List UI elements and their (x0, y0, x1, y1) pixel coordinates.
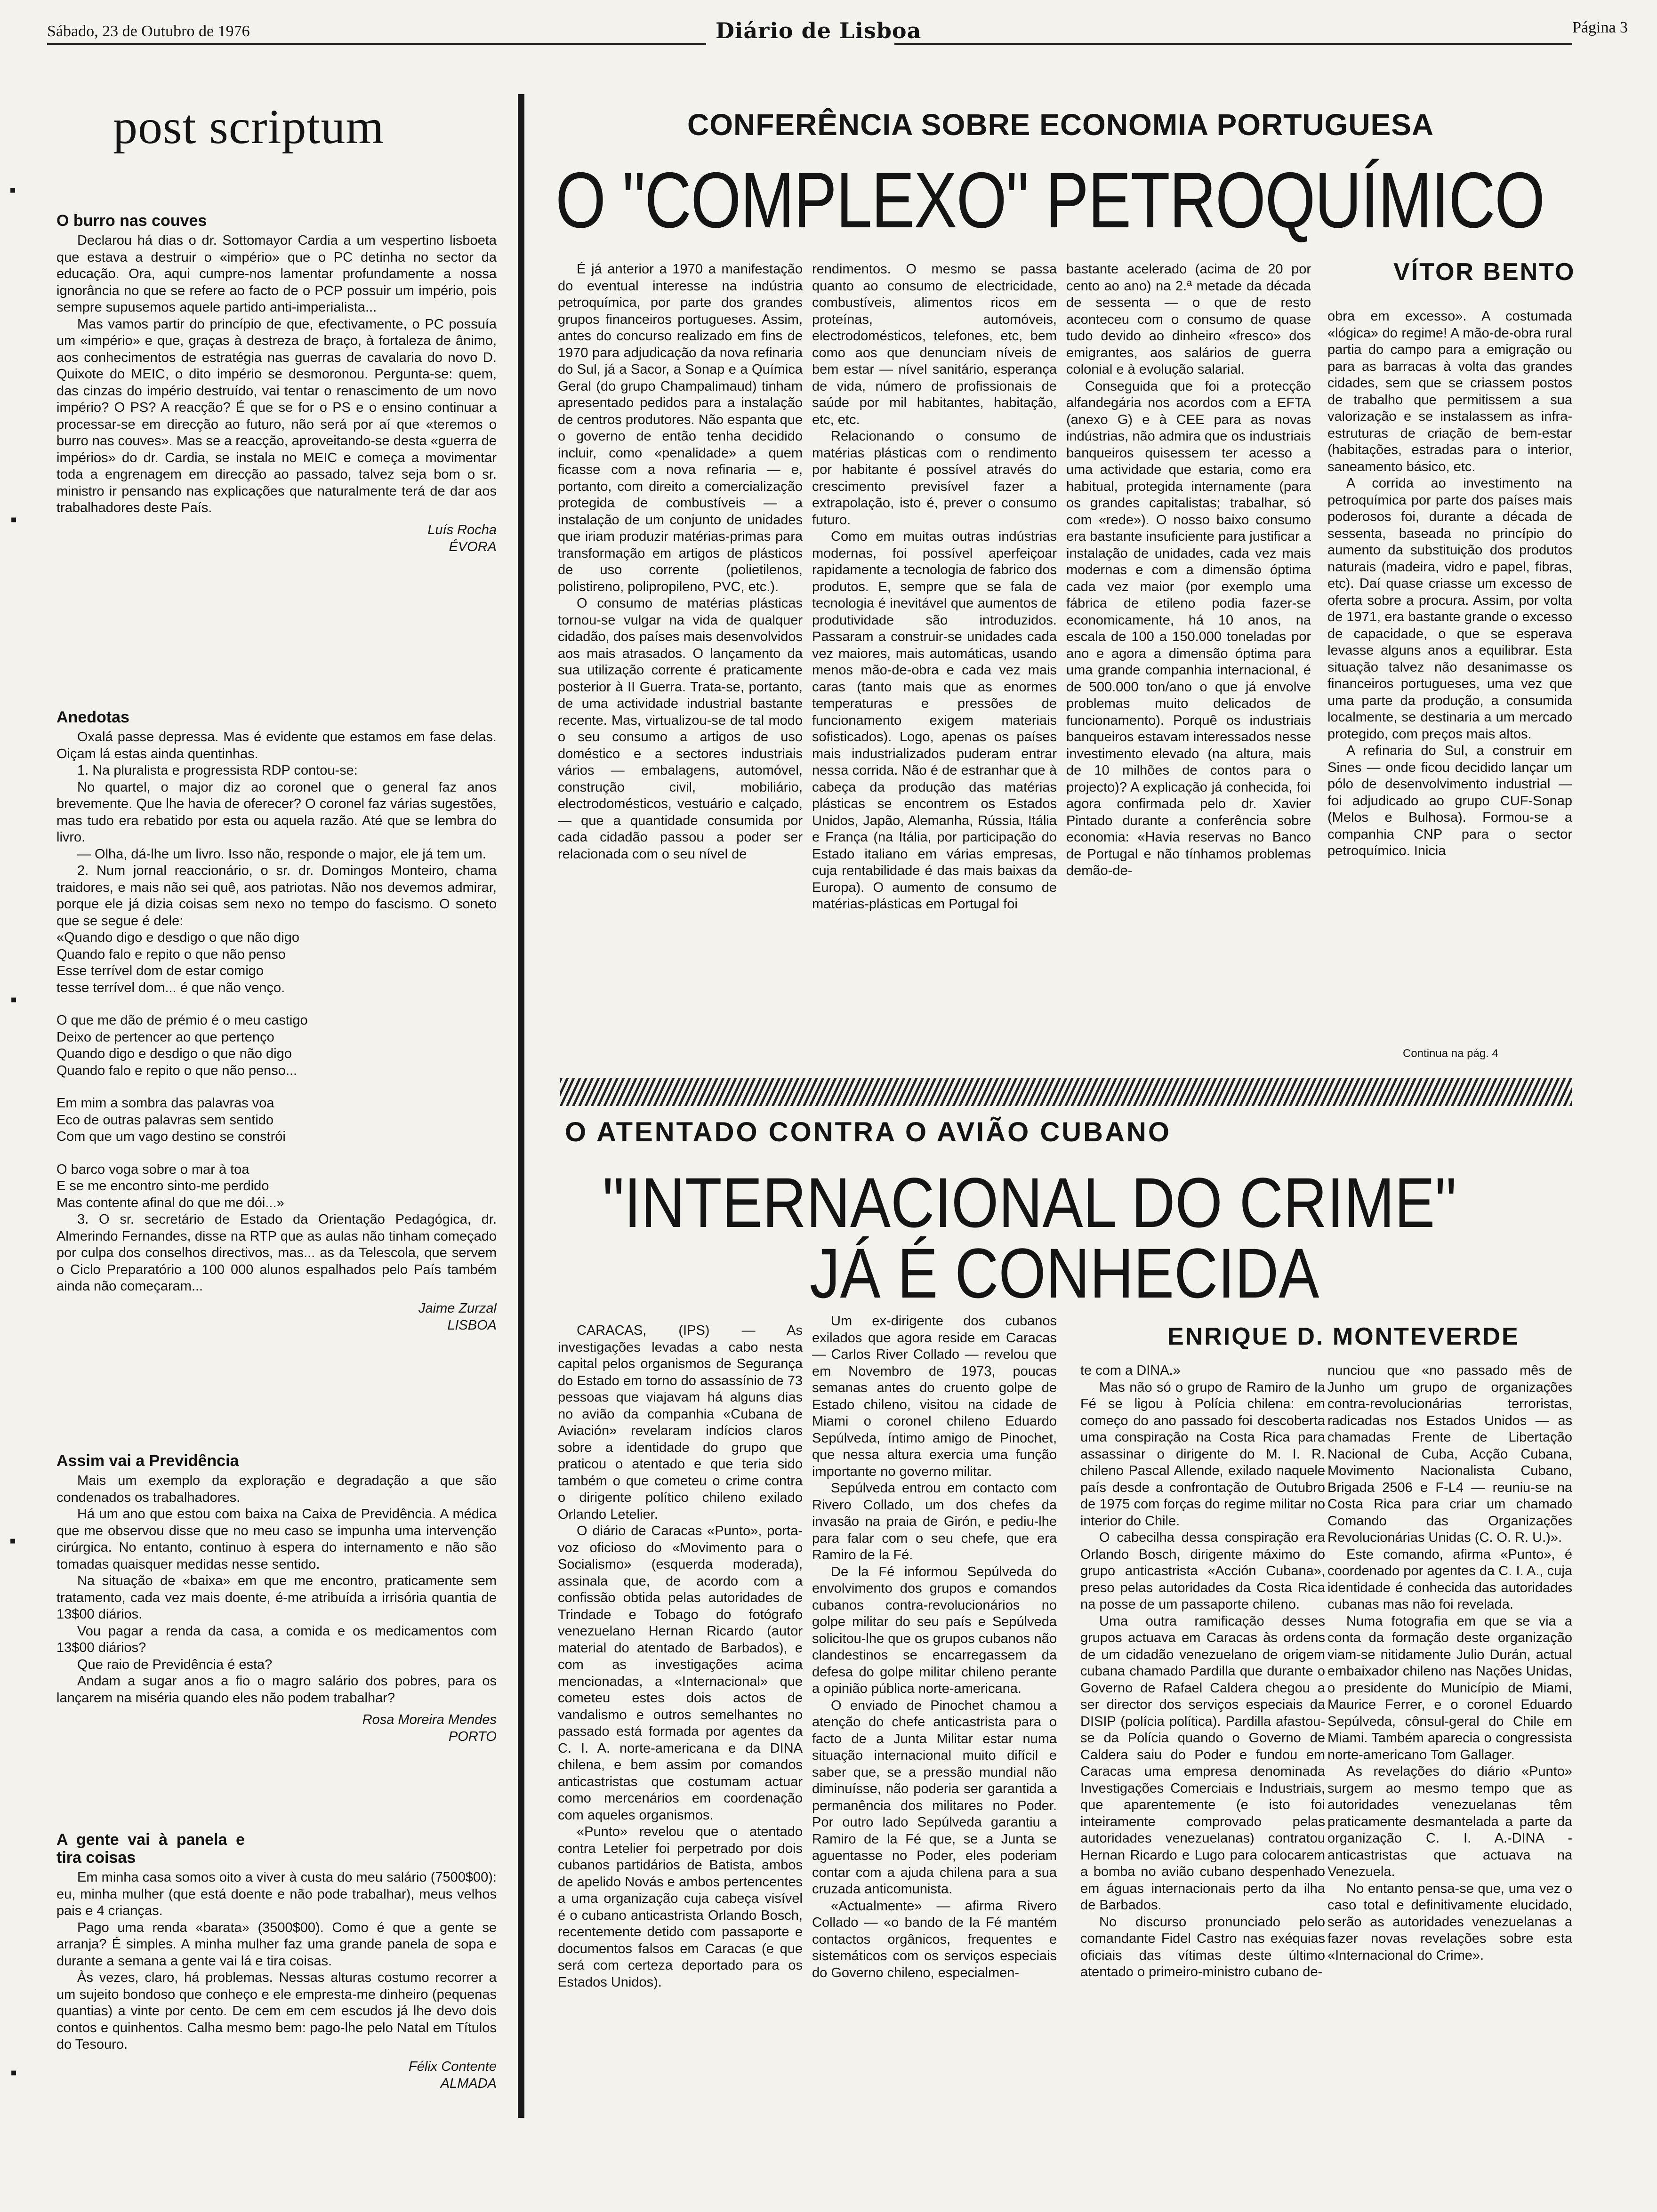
paragraph: Mas vamos partir do princípio de que, efectivamente, o PC possuía um «império» e que, graças à destreza de braço, à fortaleza de ânimo, aos conhecimentos de estratégia nas guerras de cavalaria do novo D. Quixote do MEIC, o dito império se desmoronou. Pergunta-se: quem, das cinzas do império destruído, vai tentar o renascimento de um novo império? O PS? A reacção? É que se for o PS e o ensino continuar a processar-se em direcção ao futuro, não será por aí que «teremos o burro nas couves». Mas se a reacção, aproveitando-se desta «guerra de impérios» do dr. Cardia, se instala no MEIC e começa a movimentar toda a engrenagem em direcção ao passado, talvez seja bom o sr. ministro ir pensando nas explicações que naturalmente terá de dar aos trabalhadores deste País. (56, 316, 497, 515)
paragraph: Oxalá passe depressa. Mas é evidente que estamos em fase delas. Oiçam lá estas ainda quentinhas. (56, 729, 497, 761)
paragraph: Declarou há dias o dr. Sottomayor Cardia a um vespertino lisboeta que estava a destruir o «império» que o PC detinha no sector da educação. Ora, aqui cumpre-nos lamentar profundamente a nossa ignorância no que se refere ao facto de o PCP possuir um império, pois sempre supusemos aquele partido anti-imperialista... (56, 233, 497, 315)
article1-col-2 (812, 261, 1057, 913)
paragraph: Conseguida que foi a protecção alfandegária nos acordos com a EFTA (anexo G) e à CEE para as novas indústrias, não admira que os industriais banqueiros quisessem ter acesso a uma actividade que estaria, como era habitual, protegida internamente (para os grandes capitalistas; trabalhar, só com «rede»). O nosso baixo consumo era bastante insuficiente para justificar a instalação de unidades, cada vez mais modernas e com a dimensão óptima cada vez maior (por exemplo uma fábrica de etileno podia fazer-se economicamente, há 10 anos, na escala de 100 a 150.000 toneladas por ano e agora a dimensão óptima para uma grande companhia internacional, é de 500.000 ton/ano o que já envolve problemas muito delicados de funcionamento). Porquê os industriais banqueiros estavam interessados nesse investimento elevado (na altura, mais de 10 milhões de contos para o projecto)? A explicação já conhecida, foi agora confirmada pelo dr. Xavier Pintado durante a conferência sobre economia: «Havia reservas no Banco de Portugal e não tínhamos problemas demão-de- (1066, 378, 1311, 878)
margin-mark: ▪ (9, 1530, 16, 1551)
paragraph: Que raio de Previdência é esta? (77, 1657, 273, 1672)
paragraph: No discurso pronunciado pelo comandante Fidel Castro nas exéquias oficiais das vítimas deste último atentado o primeiro-ministro cubano de- (1080, 1914, 1325, 1980)
spacer (56, 1079, 497, 1095)
section-heading: Assim vai a Previdência (56, 1452, 239, 1470)
margin-mark: ▪ (10, 989, 17, 1010)
signature-place: PORTO (448, 1729, 497, 1744)
paragraph: Sepúlveda entrou em contacto com Rivero Collado, um dos chefes da invasão na praia de Girón, e pediu-lhe para falar com o seu chefe, que era Ramiro de la Fé. (812, 1481, 1057, 1563)
paragraph: Vou pagar a renda da casa, a comida e os medicamentos com 13$00 diários? (56, 1623, 497, 1655)
spacer (56, 1146, 497, 1162)
paragraph: 1. Na pluralista e progressista RDP contou-se: (77, 763, 358, 778)
verse-line: E se me encontro sinto-me perdido (56, 1178, 269, 1194)
verse-line: tesse terrível dom... é que não venço. (56, 980, 285, 995)
paragraph: «Actualmente» — afirma Rivero Collado — «o bando de la Fé mantém contactos orgânicos, frequentes e sistemáticos com os serviços especiais do Governo chileno, especialmen- (812, 1898, 1057, 1980)
paragraph: Relacionando o consumo de matérias plásticas com o rendimento por habitante é possível através do crescimento previsível fazer a extrapolação, isto é, prever o consumo futuro. (812, 429, 1057, 528)
verse-line: Quando falo e repito o que não penso (56, 946, 286, 962)
paragraph: Numa fotografia em que se via a conta da formação deste organização viam-se nitidamente Julio Durán, actual embaixador chileno nas Nações Unidas, o presidente do Município de Miami, Maurice Ferrer, e o coronel Eduardo Sepúlveda, cônsul-geral do Chile em Miami. Também aparecia o congressista norte-americano Tom Gallager. (1327, 1613, 1572, 1763)
article2-kicker: O ATENTADO CONTRA O AVIÃO CUBANO (565, 1117, 1171, 1147)
masthead-page: Página 3 (1572, 19, 1628, 36)
paragraph: O cabecilha dessa conspiração era Orlando Bosch, dirigente máximo do grupo anticastrista «Acción Cubana», preso pelas autoridades da Costa Rica na posse de um passaporte chileno. (1080, 1530, 1325, 1612)
paragraph: obra em excesso». A costumada «lógica» do regime! A mão-de-obra rural partia do campo para a emigração ou para as barracas à volta das grandes cidades, sem que se criassem postos de trabalho que permitissem a sua valorização e se instalassem as infra-estruturas de criação de bem-estar (habitações, estradas para o interior, saneamento básico, etc. (1327, 309, 1572, 474)
signature-name: Luís Rocha (427, 522, 497, 537)
verse-line: Eco de outras palavras sem sentido (56, 1112, 274, 1128)
verse-line: Em mim a sombra das palavras voa (56, 1096, 274, 1111)
paragraph: Andam a sugar anos a fio o magro salário dos pobres, para os lançarem na miséria quando eles não podem trabalhar? (56, 1674, 497, 1706)
masthead-date: Sábado, 23 de Outubro de 1976 (47, 23, 250, 40)
masthead-rule-left (47, 43, 706, 45)
paragraph: É já anterior a 1970 a manifestação do eventual interesse na indústria petroquímica, por parte dos grandes grupos financeiros portugueses. Assim, antes do concurso realizado em fins de 1970 para adjudicação da nova refinaria do Sul, já a Sacor, a Sonap e a Química Geral (do grupo Champalimaud) tinham apresentado pedidos para a instalação de centros produtores. Não espanta que o governo de então tenha decidido incluir, como «penalidade» a quem ficasse com a nova refinaria — e, portanto, com direito a comercialização protegida de combustíveis — a instalação de um conjunto de unidades que iriam produzir matérias-primas para transformação em artigos de plásticos de uso corrente (polietilenos, polistireno, polipropileno, PVC, etc.). (558, 262, 803, 594)
paragraph: Às vezes, claro, há problemas. Nessas alturas costumo recorrer a um sujeito bondoso que conheço e ele empresta-me dinheiro (pequenas quantias) a vinte por cento. De cem em cem escudos já lhe devo dois contos e quinhentos. Calha mesmo bem: pago-lhe pelo Natal em Títulos do Tesouro. (56, 1970, 497, 2052)
margin-mark: ▪ (10, 2062, 17, 2083)
article2-headline-line2: JÁ É CONHECIDA (810, 1234, 1319, 1313)
section-previdencia (56, 1452, 497, 1745)
signature-name: Jaime Zurzal (418, 1300, 497, 1316)
signature-name: Félix Contente (409, 2059, 497, 2074)
paragraph: De la Fé informou Sepúlveda do envolvimento dos grupos e comandos cubanos contra-revolucionários no golpe militar do seu país e Sepúlveda solicitou-lhe que os grupos cubanos não clandestinos se encarregassem da defesa do golpe militar chileno perante a opinião pública norte-americana. (812, 1564, 1057, 1696)
article1-col-3 (1066, 261, 1311, 880)
paragraph: No quartel, o major diz ao coronel que o general faz anos brevemente. Que lhe havia de oferecer? O coronel faz várias sugestões, mas tudo era rebatido por esta ou aquela razão. Até que se lembra do livro. (56, 779, 497, 845)
verse-line: O barco voga sobre o mar à toa (56, 1162, 249, 1177)
paragraph: O enviado de Pinochet chamou a atenção do chefe anticastrista para o facto de a Junta Militar estar numa situação internacional muito difícil e saber que, se a pressão mundial não diminuísse, não poderia ser garantida a permanência dos militares no Poder. Por outro lado Sepúlveda garantiu a Ramiro de la Fé que, se a Junta se aguentasse no Poder, eles poderiam contar com a ajuda chilena para a sua cruzada anticomunista. (812, 1698, 1057, 1897)
verse-line: Quando falo e repito o que não penso... (56, 1063, 298, 1078)
section-heading: Anedotas (56, 708, 129, 726)
signature (56, 1711, 497, 1745)
spacer (56, 996, 497, 1012)
paragraph: O consumo de matérias plásticas tornou-se vulgar na vida de qualquer cidadão, dos países mais desenvolvidos aos mais atrasados. O lançamento da sua utilização corrente é praticamente posterior à II Guerra. Trata-se, portanto, de uma actividade industrial bastante recente. Mas, virtualizou-se de tal modo o seu consumo a artigos de uso doméstico e a sectores industriais vários — embalagens, automóvel, construção civil, mobiliário, electrodomésticos, vestuário e calçado, — que a quantidade consumida por cada cidadão passou a poder ser relacionada com o seu nível de (558, 596, 803, 862)
paragraph: O diário de Caracas «Punto», porta-voz oficioso do «Movimento para o Socialismo» (esquerda moderada), assinala que, de acordo com a confissão obtida pelas autoridades de Trindade e Tobago do fotógrafo venezuelano Hernan Ricardo (autor material do atentado de Barbados), e com as investigações acima mencionadas, a «Internacional» que cometeu estes dois actos de vandalismo e outros semelhantes no passado está formada por agentes da C. I. A. norte-americana e da DINA chilena, e bem assim por comandos anticastristas que costumam actuar como mercenários em coordenação com aqueles organismos. (558, 1523, 803, 1823)
article2-col-3 (1080, 1362, 1325, 1981)
paragraph: Há um ano que estou com baixa na Caixa de Previdência. A médica que me observou disse que no meu caso se impunha uma intervenção cirúrgica. No entanto, continuo à espera do internamento e não são tomadas quaisquer medidas nesse sentido. (56, 1507, 497, 1572)
paragraph: Na situação de «baixa» em que me encontro, praticamente sem tratamento, cada vez mais doente, é-me atribuída a irrisória quantia de 13$00 diários. (56, 1573, 497, 1622)
paragraph: Uma outra ramificação desses grupos actuava em Caracas às ordens de um cidadão venezuelano de origem cubana chamado Pardilla que durante o Governo de Rafael Caldera chegou a ser director dos serviços especiais da DISIP (polícia política). Pardilla afastou-se da Polícia quando o Governo de Caldera saiu do Poder e fundou em Caracas uma empresa denominada Investigações Comerciais e Industriais, que aparentemente (e isto foi inteiramente comprovado pelas autoridades venezuelanas) contratou Hernan Ricardo e Lugo para colocarem a bomba no avião cubano despenhado em águas internacionais perto da ilha de Barbados. (1080, 1613, 1325, 1913)
paragraph: 2. Num jornal reaccionário, o sr. dr. Domingos Monteiro, chama traidores, e mais não sei quê, aos patriotas. Não nos devemos admirar, porque ele já dizia coisas sem nexo no tempo do fascismo. O soneto que se segue é dele: (56, 863, 497, 929)
signature-name: Rosa Moreira Mendes (362, 1712, 497, 1727)
masthead-title: Diário de Lisboa (716, 18, 922, 43)
article2-col-1 (558, 1322, 803, 1991)
section-anedotas (56, 708, 497, 1334)
paragraph: Como em muitas outras indústrias modernas, foi possível aperfeiçoar rapidamente a tecnologia de fabrico dos produtos. E, sempre que se fala de tecnologia é inevitável que aumentos de produtividade são introduzidos. Passaram a construir-se unidades cada vez maiores, mais automáticas, usando menos mão-de-obra e cada vez mais caras (tanto mais que as enormes temperaturas e pressões de funcionamento exigem materiais sofisticados). Logo, apenas os países mais industrializados puderam entrar nessa corrida. Não é de estranhar que à cabeça da produção das matérias plásticas se encontrem os Estados Unidos, Japão, Alemanha, Rússia, Itália e França (na Itália, por participação do Estado italiano em várias empresas, cuja rentabilidade é das mais baixas da Europa). O aumento de consumo de matérias-plásticas em Portugal foi (812, 529, 1057, 912)
paragraph: Pago uma renda «barata» (3500$00). Como é que a gente se arranja? É simples. A minha mulher faz uma grande panela de sopa e durante a semana a gente vai lá e tira coisas. (56, 1920, 497, 1969)
article2-byline: ENRIQUE D. MONTEVERDE (1167, 1323, 1520, 1350)
margin-mark: ▪ (10, 509, 17, 530)
verse-line: Esse terrível dom de estar comigo (56, 963, 264, 978)
article2-col-2 (812, 1313, 1057, 1981)
section-separator (560, 1078, 1572, 1106)
verse-line: «Quando digo e desdigo o que não digo (56, 930, 299, 945)
paragraph: Um ex-dirigente dos cubanos exilados que agora reside em Caracas — Carlos River Collado — revelou que em Novembro de 1973, poucas semanas antes do cruento golpe de Estado chileno, visitou na cidade de Miami o coronel chileno Eduardo Sepúlveda, íntimo amigo de Pinochet, que nessa altura exercia uma função importante no governo militar. (812, 1314, 1057, 1479)
margin-mark: ▪ (9, 179, 16, 200)
paragraph: 3. O sr. secretário de Estado da Orientação Pedagógica, dr. Almerindo Fernandes, disse na RTP que as aulas não tinham começado por culpa dos conselhos directivos, mas... as da Telescola, que servem o Ciclo Preparatório a 100 000 alunos espalhados pelo País também ainda não começaram... (56, 1212, 497, 1294)
paragraph: No entanto pensa-se que, uma vez o caso total e definitivamente elucidado, serão as autoridades venezuelanas a fazer novas revelações sobre esta «Internacional do Crime». (1327, 1881, 1572, 1963)
paragraph: CARACAS, (IPS) — As investigações levadas a cabo nesta capital pelos organismos de Segurança do Estado em torno do assassínio de 73 pessoas que viajavam há alguns dias no avião da companhia «Cubana de Aviación» revelaram indícios claros sobre a identidade do grupo que praticou o atentado e que teria sido também o que cometeu o crime contra o dirigente político chileno exilado Orlando Letelier. (558, 1323, 803, 1522)
signature-place: ÉVORA (449, 539, 497, 554)
paragraph: Mas não só o grupo de Ramiro de la Fé se ligou à Polícia chilena: em começo do ano passado foi descoberta uma conspiração na Costa Rica para assassinar o dirigente do M. I. R. chileno Pascal Allende, exilado naquele país desde a confrontação de Outubro de 1975 com forças do regime militar no interior do Chile. (1080, 1379, 1325, 1529)
article1-col-1 (558, 261, 803, 863)
paragraph: rendimentos. O mesmo se passa quanto ao consumo de electricidade, combustíveis, alimentos ricos em proteínas, automóveis, electrodomésticos, telefones, etc, bem como aos que denunciam níveis de bem estar — nível sanitário, esperança de vida, número de profissionais de saúde por mil habitantes, habitação, etc, etc. (812, 262, 1057, 427)
signature (56, 1300, 497, 1334)
article1-kicker: CONFERÊNCIA SOBRE ECONOMIA PORTUGUESA (687, 108, 1434, 142)
verse-line: Deixo de pertencer ao que pertenço (56, 1029, 274, 1045)
verse-line: Quando digo e desdigo o que não digo (56, 1046, 292, 1061)
section-panela (56, 1831, 497, 2092)
paragraph: As revelações do diário «Punto» surgem ao mesmo tempo que as autoridades venezuelanas têm praticamente desmantelada a parte da organização C. I. A.-DINA - anticastristas que actuava na Venezuela. (1327, 1764, 1572, 1879)
article2-headline-line1: "INTERNACIONAL DO CRIME" (603, 1163, 1457, 1242)
paragraph: te com a DINA.» (1080, 1363, 1181, 1378)
paragraph: — Olha, dá-lhe um livro. Isso não, responde o major, ele já tem um. (77, 846, 486, 862)
signature-place: ALMADA (440, 2076, 497, 2091)
verse-line: Mas contente afinal do que me dói...» (56, 1195, 284, 1210)
paragraph: Em minha casa somos oito a viver à custa do meu salário (7500$00): eu, minha mulher (que está doente e não pode trabalhar), meus velhos pais e 4 crianças. (56, 1870, 497, 1918)
verse-line: Com que um vago destino se constrói (56, 1129, 286, 1144)
article1-headline: O "COMPLEXO" PETROQUÍMICO (555, 156, 1544, 244)
section-burro (56, 212, 497, 555)
section-heading: O burro nas couves (56, 212, 207, 230)
signature-place: LISBOA (447, 1317, 497, 1333)
article1-byline: VÍTOR BENTO (1393, 258, 1576, 286)
continuation-note: Continua na pág. 4 (1403, 1047, 1498, 1060)
paragraph: Este comando, afirma «Punto», é coordenado por agentes da C. I. A., cuja identidade é conhecida das autoridades cubanas mas não foi revelada. (1327, 1547, 1572, 1612)
paragraph: bastante acelerado (acima de 20 por cento ao ano) na 2.ª metade da década de sessenta — o que de resto aconteceu com o consumo de quase tudo devido ao dinheiro «fresco» dos emigrantes, aos salários de guerra colonial e à evolução salarial. (1066, 262, 1311, 377)
paragraph: A refinaria do Sul, a construir em Sines — onde ficou decidido lançar um pólo de desenvolvimento industrial — foi adjudicado ao grupo CUF-Sonap (Melos e Bulhosa). Formou-se a companhia CNP para o sector petroquímico. Inicia (1327, 743, 1572, 858)
paragraph: nunciou que «no passado mês de Junho um grupo de organizações contra-revolucionárias terroristas, radicadas nos Estados Unidos — as chamadas Frente de Libertação Nacional de Cuba, Acção Cubana, Movimento Nacionalista Cubano, Brigada 2506 e F-L4 — reuniu-se na Costa Rica para criar um chamado Comando das Organizações Revolucionárias Unidas (C. O. R. U.)». (1327, 1363, 1572, 1545)
column-divider (518, 94, 524, 2118)
postscriptum-title: post scriptum (113, 100, 385, 154)
signature (56, 521, 497, 555)
article1-col-4 (1327, 308, 1572, 860)
verse-line: O que me dão de prémio é o meu castigo (56, 1013, 308, 1028)
section-heading: A gente vai à panela e tira coisas (56, 1831, 245, 1867)
masthead-rule-right (894, 43, 1572, 45)
signature (56, 2058, 497, 2092)
article2-col-4 (1327, 1362, 1572, 1964)
paragraph: «Punto» revelou que o atentado contra Letelier foi perpetrado por dois cubanos partidários de Batista, ambos de apelido Novás e ambos pertencentes a uma organização cuja cabeça visível é o cubano anticastrista Orlando Bosch, recentemente detido com passaporte e documentos falsos em Caracas (e que será com certeza deportado para os Estados Unidos). (558, 1824, 803, 1990)
paragraph: Mais um exemplo da exploração e degradação a que são condenados os trabalhadores. (56, 1473, 497, 1505)
paragraph: A corrida ao investimento na petroquímica por parte dos países mais poderosos foi, durante a década de sessenta, baseada no princípio do aumento da substituição dos produtos naturais (madeira, vidro e papel, fibras, etc). Daí quase criasse um excesso de oferta sobre a procura. Assim, por volta de 1971, era bastante grande o excesso de capacidade, o que se esperava levasse alguns anos a equilibrar. Esta situação talvez não desanimasse os financeiros portugueses, uma vez que uma parte da produção, a consumida localmente, se destinaria a um mercado protegido, com preços mais altos. (1327, 476, 1572, 742)
